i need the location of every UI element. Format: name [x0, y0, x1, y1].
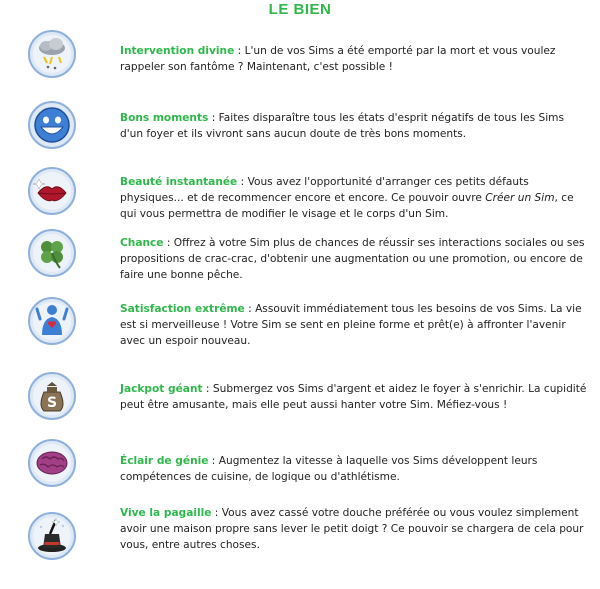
item-description: Offrez à votre Sim plus de chances de réussir ses interactions sociales ou ses propositions de crac-crac, d'obtenir une augmentation ou une promotion, ou encore de faire une bonne pêche.: [120, 237, 585, 281]
brain-icon: [28, 439, 76, 487]
lips-icon: [28, 167, 76, 215]
item-description: Augmentez la vitesse à laquelle vos Sims développent leurs compétences de cuisine, de logique ou d'athlétisme.: [120, 455, 538, 483]
clover-icon: [28, 229, 76, 277]
svg-text:S: S: [46, 395, 58, 411]
item-description: Submergez vos Sims d'argent et aidez le foyer à s'enrichir. La cupidité peut être amusante, mais elle peut aussi hanter votre Sim. Méfiez-vous !: [120, 383, 587, 411]
item-name: Beauté instantanée: [120, 176, 238, 188]
item-description: Vous avez cassé votre douche préférée ou vous voulez simplement avoir une maison propre sans lever le petit doigt ? Ce pouvoir se chargera de cela pour vous, entre autres choses.: [120, 507, 584, 551]
item-description: Assouvit immédiatement tous les besoins de vos Sims. La vie est si merveilleuse ! Votre Sim se sent en pleine forme et prêt(e) à affronter l'avenir avec un espoir nouveau.: [120, 303, 582, 347]
happy-sim-icon: [28, 297, 76, 345]
item-description: Faites disparaître tous les états d'esprit négatifs de tous les Sims d'un foyer et ils vivront sans aucun doute de très bons moments.: [120, 112, 564, 140]
item-name: Chance: [120, 237, 164, 249]
page-title: LE BIEN: [268, 1, 332, 18]
item-name: Bons moments: [120, 112, 209, 124]
smiley-face-icon: [28, 101, 76, 149]
item-name: Jackpot géant: [120, 383, 203, 395]
money-bag-icon: [28, 372, 76, 420]
item-name: Éclair de génie: [120, 455, 209, 467]
item-name: Satisfaction extrême: [120, 303, 245, 315]
item-name: Vive la pagaille: [120, 507, 212, 519]
item-description: L'un de vos Sims a été emporté par la mort et vous voulez rappeler son fantôme ? Maintenant, c'est possible !: [120, 45, 556, 73]
storm-cloud-icon: [28, 30, 76, 78]
magic-hat-icon: [28, 512, 76, 560]
item-name: Intervention divine: [120, 45, 235, 57]
